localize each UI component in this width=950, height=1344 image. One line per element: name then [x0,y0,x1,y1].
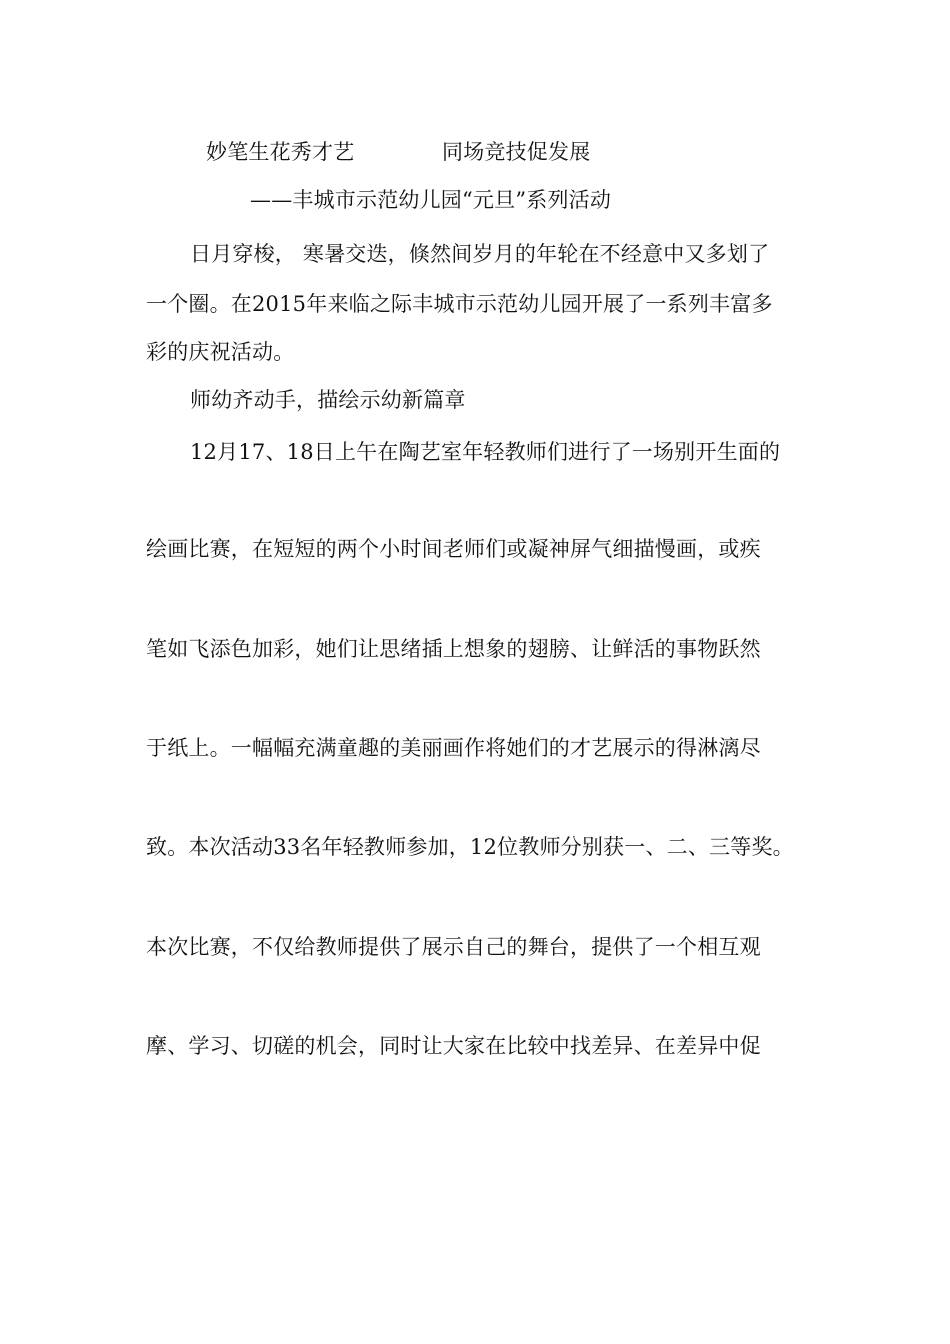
paragraph-line: 笔如飞添色加彩，她们让思绪插上想象的翅膀、让鲜活的事物跃然 [146,637,761,661]
paragraph-line: 于纸上。一幅幅充满童趣的美丽画作将她们的才艺展示的得淋漓尽 [146,736,761,760]
paragraph-line: 摩、学习、切磋的机会，同时让大家在比较中找差异、在差异中促 [146,1034,761,1058]
paragraph-line: 本次比赛，不仅给教师提供了展示自己的舞台，提供了一个相互观 [146,935,761,959]
title-left: 妙笔生花秀才艺 [206,140,355,164]
title-right: 同场竞技促发展 [442,140,591,164]
paragraph-line: 致。本次活动33名年轻教师参加，12位教师分别获一、二、三等奖。 [146,835,794,859]
paragraph-line: 12月17、18日上午在陶艺室年轻教师们进行了一场别开生面的 [190,440,781,464]
paragraph-line: 一个圈。在2015年来临之际丰城市示范幼儿园开展了一系列丰富多 [146,292,773,316]
section-heading: 师幼齐动手，描绘示幼新篇章 [190,388,466,412]
paragraph-line: 彩的庆祝活动。 [146,340,295,364]
subtitle: ——丰城市示范幼儿园“元旦”系列活动 [250,188,612,212]
paragraph-line: 绘画比赛，在短短的两个小时间老师们或凝神屏气细描慢画，或疾 [146,537,761,561]
paragraph-line: 日月穿梭， 寒暑交迭，倏然间岁月的年轮在不经意中又多划了 [190,242,770,266]
